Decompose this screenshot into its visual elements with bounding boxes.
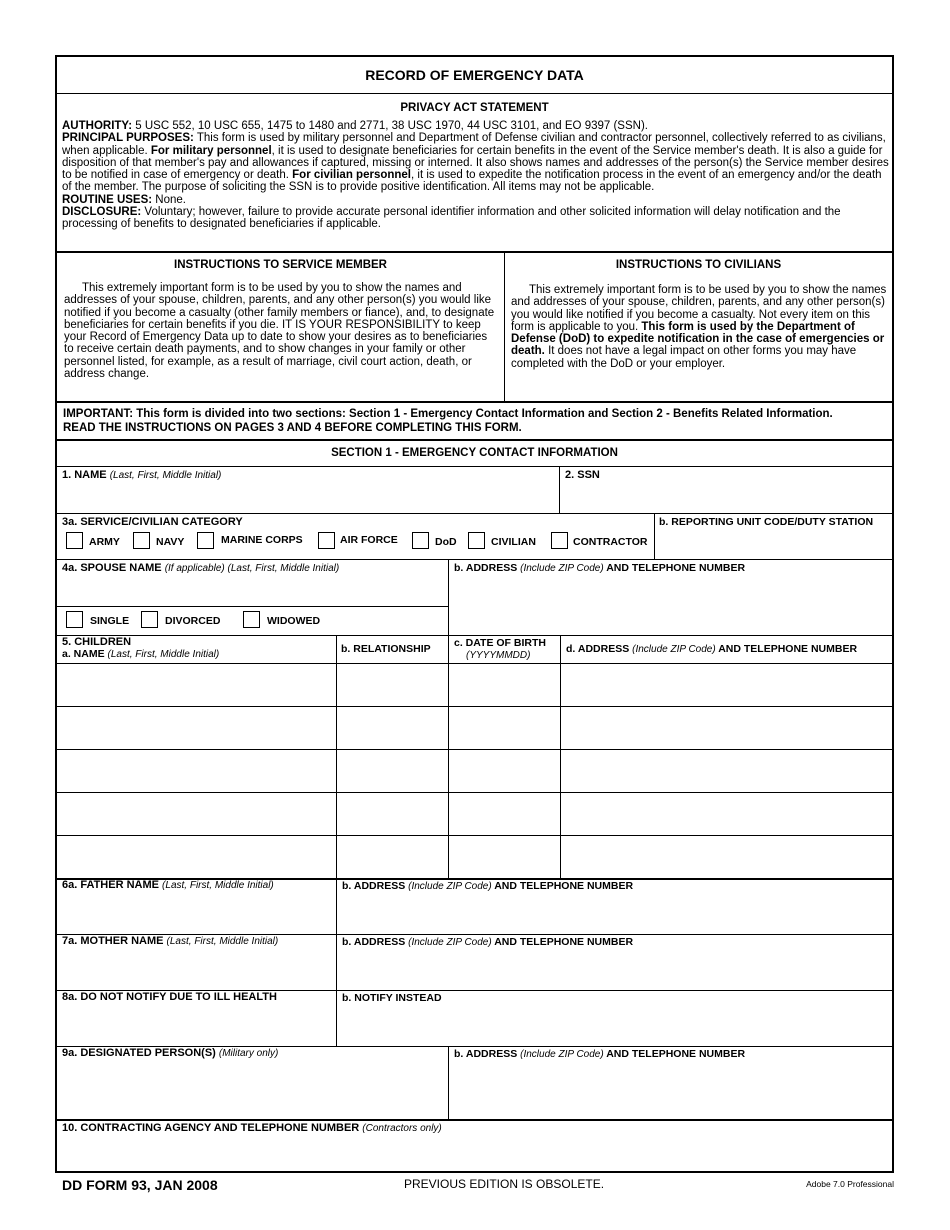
- divider: [336, 879, 337, 1047]
- spouse-address-label: [454, 562, 745, 574]
- contracting-hint: (Contractors only): [362, 1123, 442, 1134]
- designated-address-field[interactable]: [450, 1063, 890, 1118]
- divider: [560, 635, 561, 878]
- divider: [57, 835, 892, 836]
- father-name-label: [62, 879, 274, 891]
- designated-hint: (Military only): [218, 1048, 279, 1059]
- address-label-text: b. ADDRESS: [342, 936, 406, 948]
- important-notice: IMPORTANT: This form is divided into two sections: Section 1 - Emergency Contact Information and Section 2 - Benefits Related Information. READ THE INSTRUCTIONS ON PAGES 3 AND 4 BEFORE COMPLETING THIS FORM.: [63, 408, 833, 434]
- authority-text: 5 USC 552, 10 USC 655, 1475 to 1480 and 2771, 38 USC 1970, 44 USC 3101, and EO 9397 (SSN).: [132, 120, 648, 132]
- widowed-label: WIDOWED: [267, 615, 321, 627]
- and-phone-text: AND TELEPHONE NUMBER: [606, 1048, 746, 1060]
- child-name-hint: (Last, First, Middle Initial): [107, 649, 220, 660]
- spouse-name-label: [62, 562, 339, 574]
- category-label: 3a. SERVICE/CIVILIAN CATEGORY: [62, 516, 243, 528]
- purposes-text: , it is used to expedite the notification process in the event of an emergency and/or the death of the member. The purpose of soliciting the SSN is to provide positive identification. All items may not be applicable.: [62, 169, 882, 194]
- child-3-address-field[interactable]: [562, 751, 890, 791]
- child-address-label-text: d. ADDRESS: [566, 643, 630, 655]
- divider: [57, 401, 892, 403]
- divorced-label: DIVORCED: [165, 615, 221, 627]
- designated-address-label: [454, 1048, 745, 1060]
- name-field[interactable]: [59, 483, 557, 511]
- father-address-label: [342, 880, 633, 892]
- child-5-dob-field[interactable]: [450, 837, 559, 877]
- service-instructions-text: This extremely important form is to be used by you to show the names and addresses of your spouse, children, parents, and any other person(s) you would like notified if you become a casualty (other family members or fiance), and, to designate beneficiaries for certain benefits if you die. IT IS YOUR RESPONSIBILITY to keep your Record of Emergency Data up to date to show your desires as to beneficiaries to receive certain death payments, and to show changes in your family or other personnel listed, for example, as a result of marriage, civil court action, death, or address change.: [64, 282, 495, 381]
- child-5-relationship-field[interactable]: [338, 837, 447, 877]
- divider: [448, 559, 449, 635]
- civilian-checkbox[interactable]: [468, 532, 485, 549]
- address-hint: (Include ZIP Code): [408, 937, 492, 948]
- divider: [57, 706, 892, 707]
- disclosure-text: Voluntary; however, failure to provide accurate personal identifier information and other solicited information will delay notification and the processing of benefits to designated beneficiaries if applicable.: [62, 206, 841, 231]
- mother-name-label: [62, 935, 278, 947]
- address-hint: (Include ZIP Code): [632, 644, 716, 655]
- child-3-dob-field[interactable]: [450, 751, 559, 791]
- marine-corps-label: MARINE CORPS: [221, 534, 303, 546]
- dob-label: c. DATE OF BIRTH: [454, 637, 546, 649]
- divider: [57, 439, 892, 441]
- notify-instead-label: b. NOTIFY INSTEAD: [342, 992, 442, 1004]
- designated-person-label: [62, 1047, 278, 1059]
- child-2-name-field[interactable]: [59, 708, 335, 748]
- address-hint: (Include ZIP Code): [520, 563, 604, 574]
- civilian-text: It does not have a legal impact on other forms you may have completed with the DoD or your employer.: [511, 345, 857, 370]
- single-checkbox[interactable]: [66, 611, 83, 628]
- army-label: ARMY: [89, 536, 120, 548]
- address-label-text: b. ADDRESS: [454, 1048, 518, 1060]
- child-5-address-field[interactable]: [562, 837, 890, 877]
- disclosure-label: DISCLOSURE:: [62, 206, 142, 219]
- divider: [448, 1046, 449, 1119]
- civilian-instructions-text: [511, 284, 889, 370]
- mother-hint: (Last, First, Middle Initial): [166, 936, 279, 947]
- child-2-dob-field[interactable]: [450, 708, 559, 748]
- child-5-name-field[interactable]: [59, 837, 335, 877]
- routine-label: ROUTINE USES:: [62, 193, 153, 206]
- form-title: RECORD OF EMERGENCY DATA: [365, 67, 584, 83]
- father-address-field[interactable]: [338, 895, 890, 931]
- contractor-label: CONTRACTOR: [573, 536, 648, 548]
- purposes-text: This form is used by military personnel and Department of Defense civilian and contractor personnel, collectively referred to as civilians, when applicable.: [62, 132, 886, 157]
- designated-person-field[interactable]: [59, 1063, 446, 1118]
- child-4-relationship-field[interactable]: [338, 794, 447, 834]
- father-name-field[interactable]: [59, 895, 335, 931]
- army-checkbox[interactable]: [66, 532, 83, 549]
- divider: [57, 466, 892, 467]
- divider: [57, 559, 892, 560]
- name-hint: (Last, First, Middle Initial): [109, 470, 222, 481]
- single-label: SINGLE: [90, 615, 130, 627]
- contractor-checkbox[interactable]: [551, 532, 568, 549]
- divider: [336, 635, 337, 878]
- child-2-address-field[interactable]: [562, 708, 890, 748]
- reporting-unit-field[interactable]: [656, 530, 890, 558]
- divider: [57, 513, 892, 514]
- civilian-instructions-heading: INSTRUCTIONS TO CIVILIANS: [615, 259, 782, 271]
- section1-heading: SECTION 1 - EMERGENCY CONTACT INFORMATION: [331, 447, 618, 459]
- dob-hint: (YYYYMMDD): [466, 650, 531, 661]
- name-label: [62, 469, 221, 481]
- divider: [57, 251, 892, 253]
- address-hint: (Include ZIP Code): [520, 1049, 604, 1060]
- child-4-address-field[interactable]: [562, 794, 890, 834]
- designated-label-text: 9a. DESIGNATED PERSON(S): [62, 1047, 216, 1059]
- and-phone-text: AND TELEPHONE NUMBER: [494, 936, 634, 948]
- mother-name-field[interactable]: [59, 951, 335, 987]
- service-instructions-heading: INSTRUCTIONS TO SERVICE MEMBER: [174, 259, 387, 271]
- child-name-label-text: a. NAME: [62, 648, 105, 660]
- civilian-text: This extremely important form is to be used by you to show the names and addresses of your spouse, children, parents, and any other person(s) you would like notified if you become a casualty. Not every item on this form is applicable to you.: [511, 284, 887, 333]
- name-label-text: 1. NAME: [62, 469, 107, 481]
- ssn-field[interactable]: [561, 483, 890, 511]
- children-label: 5. CHILDREN: [62, 636, 132, 648]
- divider: [57, 93, 892, 94]
- address-label-text: b. ADDRESS: [454, 562, 518, 574]
- and-phone-text: AND TELEPHONE NUMBER: [494, 880, 634, 892]
- child-1-dob-field[interactable]: [450, 665, 559, 705]
- address-label-text: b. ADDRESS: [342, 880, 406, 892]
- purposes-military: For military personnel: [150, 144, 272, 157]
- obsolete-notice: PREVIOUS EDITION IS OBSOLETE.: [404, 1177, 605, 1191]
- child-1-relationship-field[interactable]: [338, 665, 447, 705]
- form-id: DD FORM 93, JAN 2008: [62, 1177, 218, 1193]
- child-2-relationship-field[interactable]: [338, 708, 447, 748]
- child-3-name-field[interactable]: [59, 751, 335, 791]
- divorced-checkbox[interactable]: [141, 611, 158, 628]
- notify-instead-field[interactable]: [338, 1007, 890, 1043]
- and-phone-text: AND TELEPHONE NUMBER: [606, 562, 746, 574]
- contracting-agency-field[interactable]: [59, 1137, 890, 1171]
- marine-corps-checkbox[interactable]: [197, 532, 214, 549]
- mother-label-text: 7a. MOTHER NAME: [62, 935, 164, 947]
- spouse-hint: (If applicable) (Last, First, Middle Initial): [164, 563, 340, 574]
- navy-checkbox[interactable]: [133, 532, 150, 549]
- do-not-notify-field[interactable]: [59, 1007, 335, 1043]
- divider: [57, 606, 448, 607]
- and-phone-text: AND TELEPHONE NUMBER: [718, 643, 858, 655]
- father-label-text: 6a. FATHER NAME: [62, 879, 159, 891]
- divider: [504, 253, 505, 401]
- divider: [57, 663, 892, 664]
- civilian-bold-text: This form is used by the Department of Defense (DoD) to expedite notification in the case of emergencies or death.: [511, 320, 885, 358]
- purposes-text: , it is used to designate beneficiaries for certain benefits in the event of the Service member's death. It is also a guide for disposition of that member's pay and allowances if captured, missing or interned. It also shows names and addresses of the person(s) the Service member desires to be notified in case of emergency or death.: [62, 144, 889, 182]
- mother-address-field[interactable]: [338, 951, 890, 987]
- divider: [559, 467, 560, 513]
- father-hint: (Last, First, Middle Initial): [162, 880, 274, 891]
- child-4-dob-field[interactable]: [450, 794, 559, 834]
- emergency-data-form: [55, 55, 894, 1173]
- ssn-label: 2. SSN: [565, 469, 600, 481]
- dod-label: DoD: [435, 536, 457, 548]
- divider: [57, 635, 892, 636]
- child-name-label: [62, 648, 219, 660]
- address-hint: (Include ZIP Code): [408, 881, 492, 892]
- civilian-label: CIVILIAN: [491, 536, 536, 548]
- child-4-name-field[interactable]: [59, 794, 335, 834]
- purposes-civilian: For civilian personnel: [292, 169, 412, 182]
- dod-checkbox[interactable]: [412, 532, 429, 549]
- child-address-label: [566, 643, 857, 655]
- navy-label: NAVY: [156, 536, 185, 548]
- air-force-label: AIR FORCE: [340, 534, 398, 546]
- contracting-agency-label: [62, 1122, 442, 1134]
- divider: [448, 635, 449, 878]
- software-note: Adobe 7.0 Professional: [806, 1179, 894, 1189]
- divider: [57, 749, 892, 750]
- widowed-checkbox[interactable]: [243, 611, 260, 628]
- contracting-label-text: 10. CONTRACTING AGENCY AND TELEPHONE NUMBER: [62, 1122, 360, 1134]
- air-force-checkbox[interactable]: [318, 532, 335, 549]
- child-3-relationship-field[interactable]: [338, 751, 447, 791]
- divider: [654, 513, 655, 559]
- child-1-address-field[interactable]: [562, 665, 890, 705]
- routine-text: None.: [152, 193, 186, 206]
- spouse-name-field[interactable]: [59, 576, 446, 604]
- authority-label: AUTHORITY:: [62, 120, 133, 132]
- reporting-unit-label: b. REPORTING UNIT CODE/DUTY STATION: [659, 516, 874, 528]
- child-1-name-field[interactable]: [59, 665, 335, 705]
- purposes-label: PRINCIPAL PURPOSES:: [62, 132, 194, 145]
- privacy-statement: [62, 120, 890, 231]
- divider: [57, 1119, 892, 1121]
- do-not-notify-label: 8a. DO NOT NOTIFY DUE TO ILL HEALTH: [62, 991, 277, 1003]
- dob-hint-wrap: [466, 649, 530, 661]
- spouse-address-field[interactable]: [450, 576, 890, 634]
- mother-address-label: [342, 936, 633, 948]
- divider: [57, 792, 892, 793]
- spouse-label-text: 4a. SPOUSE NAME: [62, 562, 162, 574]
- relationship-label: b. RELATIONSHIP: [341, 643, 431, 655]
- privacy-heading: PRIVACY ACT STATEMENT: [400, 102, 549, 114]
